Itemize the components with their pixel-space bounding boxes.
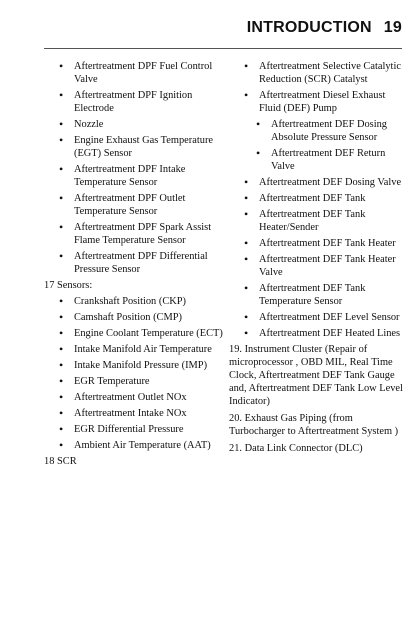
list-item: • Aftertreatment DEF Tank Heater	[229, 237, 406, 250]
list-item: • Intake Manifold Pressure (IMP)	[44, 359, 224, 372]
sub-list-item: • Aftertreatment DEF Return Valve	[229, 147, 406, 173]
page-title: INTRODUCTION	[246, 19, 372, 36]
list-item: • Engine Exhaust Gas Temperature (EGT) Sensor	[44, 134, 224, 160]
sub-list-item: • Aftertreatment DEF Dosing Absolute Pressure Sensor	[229, 118, 406, 144]
list-item: • EGR Temperature	[44, 375, 224, 388]
list-item: • Aftertreatment DPF Fuel Control Valve	[44, 60, 224, 86]
section-heading-sensors: 17 Sensors:	[44, 280, 93, 291]
right-column	[229, 60, 406, 458]
dpf-component-list	[44, 60, 224, 276]
sensor-list	[44, 295, 224, 452]
list-item: • Aftertreatment DPF Ignition Electrode	[44, 89, 224, 115]
list-item: • Aftertreatment DEF Heated Lines	[229, 327, 406, 340]
list-item: • Nozzle	[44, 118, 224, 131]
left-column	[44, 60, 224, 471]
list-item: • Camshaft Position (CMP)	[44, 311, 224, 324]
list-item: • Engine Coolant Temperature (ECT)	[44, 327, 224, 340]
list-item: • Aftertreatment DEF Tank Temperature Sensor	[229, 282, 406, 308]
list-item: • Aftertreatment DEF Tank	[229, 192, 406, 205]
list-item: • Aftertreatment DPF Spark Assist Flame Temperature Sensor	[44, 221, 224, 247]
page-number: 19	[383, 19, 402, 36]
list-item: • Aftertreatment Outlet NOx	[44, 391, 224, 404]
list-item: • Aftertreatment Intake NOx	[44, 407, 224, 420]
list-item: • Aftertreatment DEF Tank Heater Valve	[229, 253, 406, 279]
list-item: • Aftertreatment DEF Dosing Valve	[229, 176, 406, 189]
list-item: • Aftertreatment DPF Outlet Temperature Sensor	[44, 192, 224, 218]
list-item: • Aftertreatment DEF Level Sensor	[229, 311, 406, 324]
list-item: • Ambient Air Temperature (AAT)	[44, 439, 224, 452]
section-data-link-connector: 21. Data Link Connector (DLC)	[229, 443, 363, 454]
header-divider	[44, 48, 402, 49]
section-instrument-cluster: 19. Instrument Cluster (Repair of microprocessor , OBD MIL, Real Time Clock, Aftertreatment DEF Tank Gauge and, Aftertreatment DEF Tank Low Level Indicator)	[229, 344, 403, 407]
list-item: • Crankshaft Position (CKP)	[44, 295, 224, 308]
list-item: • Aftertreatment DPF Intake Temperature Sensor	[44, 163, 224, 189]
section-heading-scr: 18 SCR	[44, 456, 77, 467]
page-header	[247, 19, 402, 37]
list-item: • Aftertreatment Selective Catalytic Reduction (SCR) Catalyst	[229, 60, 406, 86]
list-item: • EGR Differential Pressure	[44, 423, 224, 436]
scr-component-list	[229, 60, 406, 340]
list-item: • Aftertreatment DEF Tank Heater/Sender	[229, 208, 406, 234]
list-item: • Intake Manifold Air Temperature	[44, 343, 224, 356]
section-exhaust-gas-piping: 20. Exhaust Gas Piping (from Turbocharger to Aftertreatment System )	[229, 413, 399, 437]
list-item: • Aftertreatment DPF Differential Pressure Sensor	[44, 250, 224, 276]
list-item: • Aftertreatment Diesel Exhaust Fluid (DEF) Pump	[229, 89, 406, 115]
